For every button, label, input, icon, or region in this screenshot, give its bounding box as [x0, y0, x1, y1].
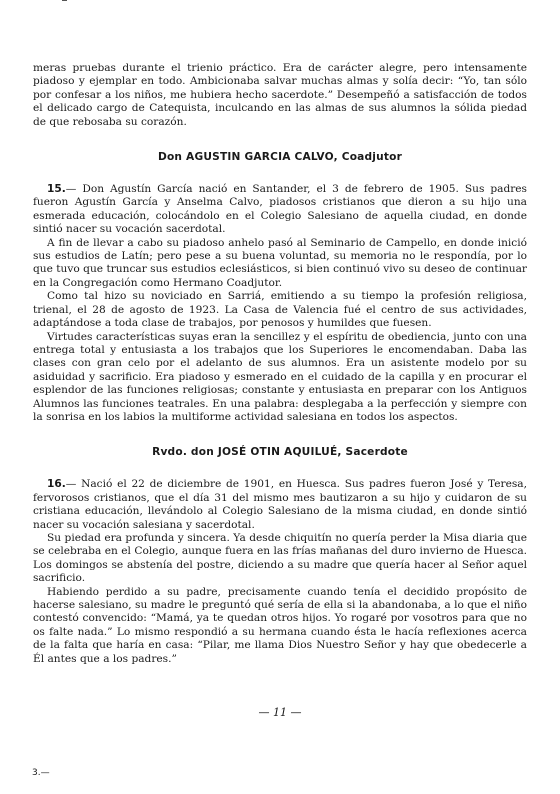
section1-paragraph-1-text: — Don Agustín García nació en Santander, el 3 de febrero de 1905. Sus padres fueron Agustín García y Anselma Calvo, piadosos cristianos que dieron a su hijo una esmerada educación, colocándolo en el Colegio Salesiano de aquella ciudad, en donde sintió nacer su vocación sacerdotal.	[33, 183, 527, 236]
section1-paragraph-2: A fin de llevar a cabo su piadoso anhelo pasó al Seminario de Campello, en donde inició sus estudios de Latín; pero pese a su buena voluntad, su memoria no le respondía, por lo que tuvo que truncar sus estudios eclesiásticos, si bien continuó vivo su deseo de continuar en la Congregación como Hermano Coadjutor.	[33, 236, 527, 289]
entry-number: 16.	[47, 478, 66, 491]
section2-paragraph-3: Habiendo perdido a su padre, precisamente cuando tenía el decidido propósito de hacerse salesiano, su madre le preguntó qué sería de ella si la abandonaba, a lo que el niño contestó convencido: “Mamá, ya te quedan otros hijos. Yo rogaré por vosotros para que no os falte nada.” Lo mismo respondió a su hermana cuando ésta le hacía reflexiones acerca de la falta que haría en casa: “Pilar, me llama Dios Nuestro Señor y hay que obedecerle a Él antes que a los padres.”	[33, 585, 527, 665]
signature-mark: 3.—	[32, 768, 50, 778]
intro-paragraph: meras pruebas durante el trienio práctico. Era de carácter alegre, pero intensamente piadoso y ejemplar en todo. Ambicionaba salvar muchas almas y solía decir: “Yo, tan sólo por confesar a los niños, me hubiera hecho sacerdote.” Desempeñó a satisfacción de todos el delicado cargo de Catequista, inculcando en las almas de sus alumnos la sólida piedad de que rebosaba su corazón.	[33, 62, 527, 128]
page-body	[33, 62, 527, 666]
section1-paragraph-3: Como tal hizo su noviciado en Sarriá, emitiendo a su tiempo la profesión religiosa, trienal, el 28 de agosto de 1923. La Casa de Valencia fué el centro de sus actividades, adaptándose a toda clase de trabajos, por penosos y humildes que fuesen.	[33, 290, 527, 330]
corner-mark	[62, 0, 67, 1]
section-heading-jose-otin: Rvdo. don JOSÉ OTIN AQUILUÉ, Sacerdote	[152, 446, 408, 459]
section2-paragraph-1-text: — Nació el 22 de diciembre de 1901, en Huesca. Sus padres fueron José y Teresa, fervorosos cristianos, que el día 31 del mismo mes bautizaron a su hijo y cuidaron de su cristiana educación, llevándolo al Colegio Salesiano de la misma ciudad, en donde sintió nacer su vocación salesiana y sacerdotal.	[33, 478, 527, 531]
section-heading-agustin-garcia: Don AGUSTIN GARCIA CALVO, Coadjutor	[157, 151, 403, 164]
section2-paragraph-2: Su piedad era profunda y sincera. Ya desde chiquitín no quería perder la Misa diaria que se celebraba en el Colegio, aunque fuera en las frías mañanas del duro invierno de Huesca. Los domingos se abstenía del postre, diciendo a su madre que quería hacer al Señor aquel sacrificio.	[33, 531, 527, 585]
section1-paragraph-1	[33, 183, 527, 237]
page-number: — 11 —	[258, 706, 302, 719]
section2-paragraph-1	[33, 478, 527, 532]
section1-paragraph-4: Virtudes características suyas eran la sencillez y el espíritu de obediencia, junto con una entrega total y entusiasta a los trabajos que los Superiores le encomendaban. Daba las clases con gran celo por el adelanto de sus alumnos. Era un asistente modelo por su asiduidad y sacrificio. Era piadoso y esmerado en el cuidado de la capilla y en procurar el esplendor de las funciones religiosas; constante y entusiasta en preparar con los Antiguos Alumnos las funciones teatrales. En una palabra: desplegaba a la perfección y siempre con la sonrisa en los labios la multiforme actividad salesiana en todos los aspectos.	[33, 330, 527, 423]
entry-number: 15.	[47, 183, 66, 196]
